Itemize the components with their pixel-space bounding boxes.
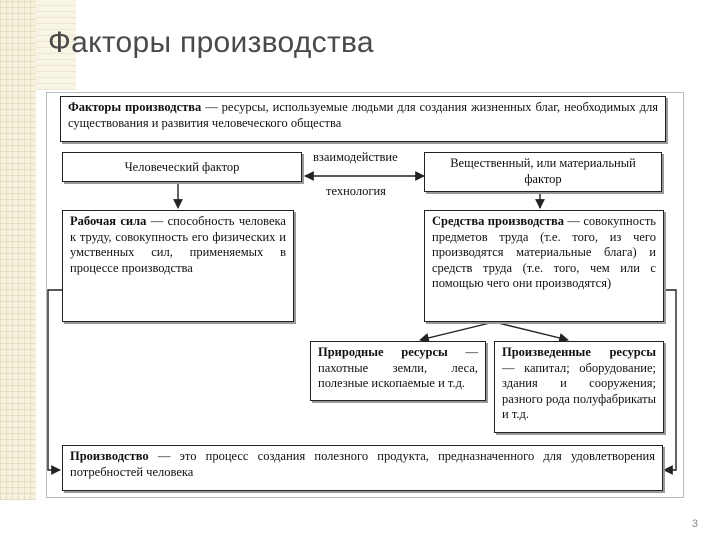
natural-text: — пахотные земли, леса, полезные ископаемые и т.д. [318,345,478,390]
material-factor-label: Вещественный, или материальный фактор [450,156,636,186]
produced-term: Произведенные ресурсы [502,345,656,359]
means-text: — совокупность предметов труда (т.е. того, из чего производятся материальные блага) и средств труда (т.е. того, чем или с помощью чего они производятся) [432,214,656,290]
natural-resources-box [310,341,486,401]
page-number: 3 [691,518,698,530]
labor-term: Рабочая сила [70,214,147,228]
definition-term: Факторы производства [68,100,202,114]
arrow-means-to-natural [420,322,494,340]
definition-box [60,96,666,142]
means-term: Средства производства [432,214,564,228]
arrow-means-to-produced [494,322,568,340]
material-factor-box [424,152,662,192]
human-factor-label: Человеческий фактор [124,160,240,174]
line-means-to-production [663,290,676,470]
means-box [424,210,664,322]
production-box [62,445,663,491]
technology-label: технология [326,184,386,198]
produced-text: — капитал; оборудование; здания и сооружения; разного рода полуфабрикаты и т.д. [502,360,656,421]
labor-box [62,210,294,322]
human-factor-box [62,152,302,182]
labor-text: — способность человека к труду, совокупность его физических и умственных сил, применяемых в процессе производства [70,214,286,275]
slide-title: Факторы производства [48,26,374,59]
natural-term: Природные ресурсы [318,345,448,359]
definition-text: — ресурсы, используемые людьми для создания жизненных благ, необходимых для существования и развития человеческого общества [68,100,658,130]
production-term: Производство [70,449,149,463]
produced-resources-box [494,341,664,433]
production-text: — это процесс создания полезного продукта, предназначенного для удовлетворения потребностей человека [70,449,655,479]
line-labor-to-production [48,290,62,470]
interaction-label: взаимодействие [313,150,398,164]
